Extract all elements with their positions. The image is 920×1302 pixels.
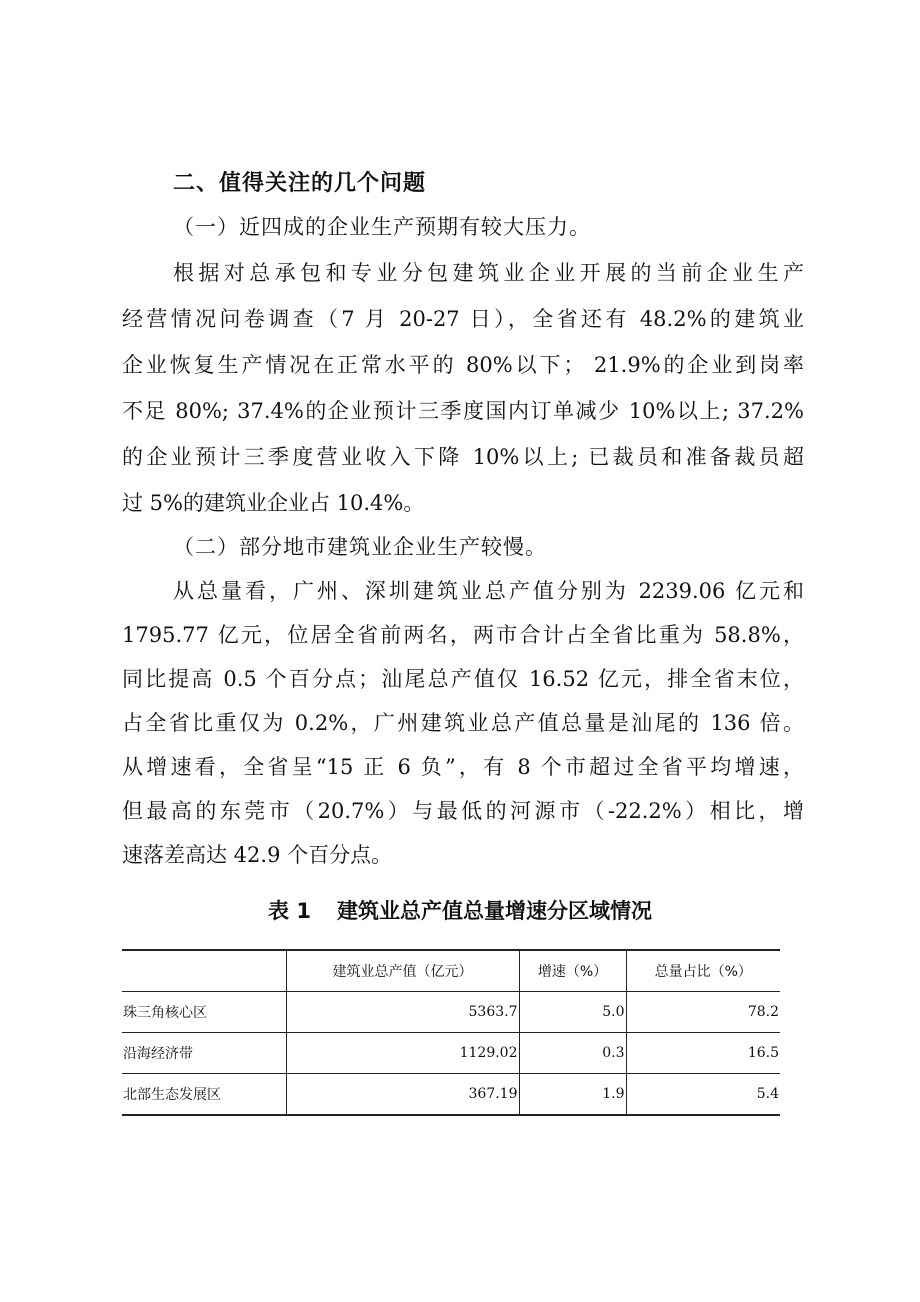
section-heading: 二、值得关注的几个问题 <box>173 171 427 196</box>
paragraph-2-line: 但最高的东莞市（20.7%）与最低的河源市（-22.2%）相比，增 <box>122 799 804 823</box>
paragraph-2-line: 速落差高达 42.9 个百分点。 <box>122 843 393 867</box>
paragraph-1-line: 经营情况问卷调查（7 月 20-27 日），全省还有 48.2%的建筑业 <box>122 307 804 331</box>
table-number: 表 1 <box>268 899 311 923</box>
paragraph-1-line: 企业恢复生产情况在正常水平的 80%以下； 21.9%的企业到岗率 <box>122 353 804 377</box>
header-region <box>122 950 286 992</box>
table-row <box>122 1074 780 1116</box>
paragraph-2-line: 1795.77 亿元，位居全省前两名，两市合计占全省比重为 58.8%， <box>122 623 804 647</box>
cell-share: 16.5 <box>626 1033 780 1074</box>
table-row <box>122 992 780 1033</box>
paragraph-1-line: 的企业预计三季度营业收入下降 10%以上; 已裁员和准备裁员超 <box>122 445 804 469</box>
cell-growth: 5.0 <box>519 992 626 1033</box>
table-caption <box>0 896 920 926</box>
cell-share: 78.2 <box>626 992 780 1033</box>
cell-output: 1129.02 <box>286 1033 519 1074</box>
header-growth: 增速（%） <box>519 950 626 992</box>
cell-share: 5.4 <box>626 1074 780 1116</box>
paragraph-2-line: 占全省比重仅为 0.2%，广州建筑业总产值总量是汕尾的 136 倍。 <box>122 711 804 735</box>
cell-growth: 0.3 <box>519 1033 626 1074</box>
paragraph-2-line: 从增速看，全省呈“15 正 6 负”，有 8 个市超过全省平均增速， <box>122 755 804 779</box>
cell-region: 北部生态发展区 <box>122 1074 286 1116</box>
subsection-2-title: （二）部分地市建筑业企业生产较慢。 <box>173 535 547 559</box>
cell-output: 5363.7 <box>286 992 519 1033</box>
subsection-1-title: （一）近四成的企业生产预期有较大压力。 <box>173 215 591 239</box>
table-header-row <box>122 950 780 992</box>
region-output-table <box>122 949 780 1116</box>
table-title: 建筑业总产值总量增速分区域情况 <box>336 899 652 923</box>
paragraph-2-line: 从总量看，广州、深圳建筑业总产值分别为 2239.06 亿元和 <box>173 579 804 603</box>
paragraph-1-line: 过 5%的建筑业企业占 10.4%。 <box>122 491 425 515</box>
paragraph-1-line: 根据对总承包和专业分包建筑业企业开展的当前企业生产 <box>173 261 804 285</box>
table-row <box>122 1033 780 1074</box>
paragraph-1-line: 不足 80%; 37.4%的企业预计三季度国内订单减少 10%以上; 37.2% <box>122 399 804 423</box>
cell-output: 367.19 <box>286 1074 519 1116</box>
cell-region: 沿海经济带 <box>122 1033 286 1074</box>
header-output: 建筑业总产值（亿元） <box>286 950 519 992</box>
cell-region: 珠三角核心区 <box>122 992 286 1033</box>
paragraph-2-line: 同比提高 0.5 个百分点；汕尾总产值仅 16.52 亿元，排全省末位， <box>122 667 804 691</box>
cell-growth: 1.9 <box>519 1074 626 1116</box>
header-share: 总量占比（%） <box>626 950 780 992</box>
